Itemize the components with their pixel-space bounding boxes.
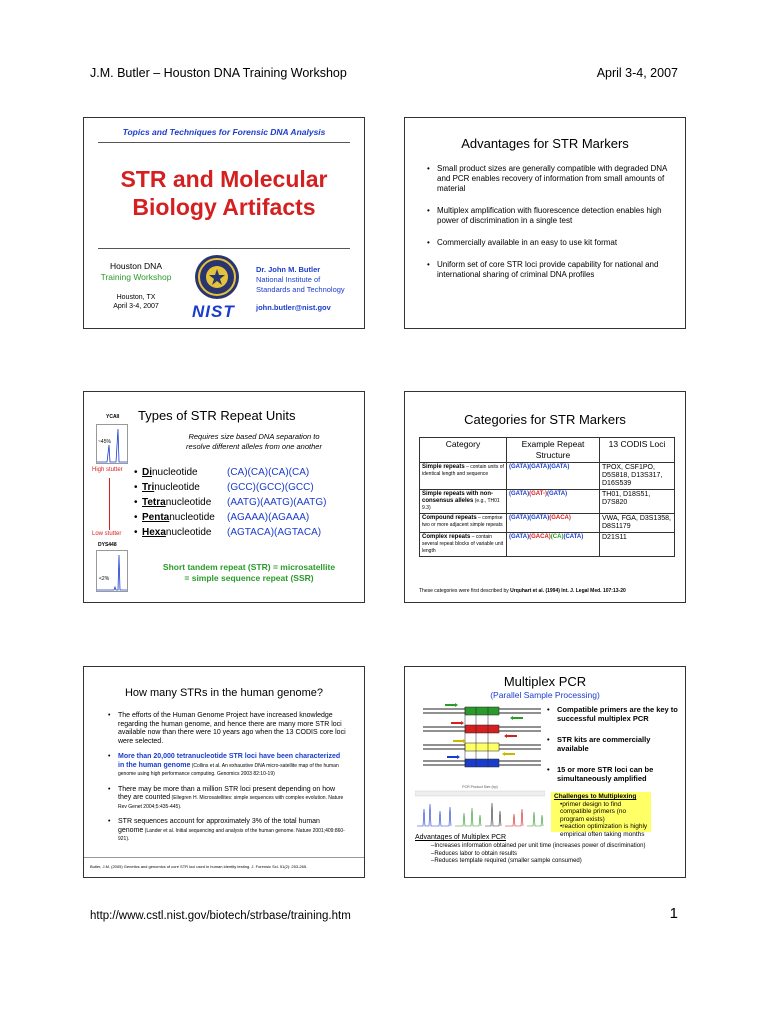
location: Houston, TX bbox=[116, 294, 156, 301]
repeat-segment: (GATA) bbox=[549, 464, 570, 470]
slide-str-count bbox=[83, 666, 365, 878]
repeat-row: • Tetranucleotide (AATG)(AATG)(AATG) bbox=[134, 497, 327, 508]
main-title-line2: Biology Artifacts bbox=[132, 194, 316, 220]
electropherogram-icon bbox=[415, 785, 545, 827]
bullet-reference: (Collins et al. An exhaustive DNA micro-satellite map of the human genome using high performance computing. Genomics 2003 82:10-19) bbox=[118, 762, 339, 777]
page-number: 1 bbox=[669, 905, 678, 922]
bullet bbox=[106, 818, 346, 844]
repeat-segment: (CATA) bbox=[563, 534, 584, 540]
main-title-line1: STR and Molecular bbox=[120, 166, 328, 192]
high-stutter-label: High stutter bbox=[92, 467, 123, 473]
advantage-item: –Reduces labor to obtain results bbox=[431, 850, 518, 857]
challenge-item: •primer design to find compatible primers (no program exists) bbox=[560, 800, 627, 823]
org-line1: Houston DNA bbox=[110, 261, 162, 271]
repeat-segment: (GACA) bbox=[529, 534, 551, 540]
slide-advantages bbox=[404, 117, 686, 329]
str-definition bbox=[144, 562, 354, 584]
repeat-segment: (GATA) bbox=[529, 515, 550, 521]
table-body bbox=[420, 463, 675, 557]
dys448-trace-icon bbox=[96, 550, 128, 592]
repeat-row: • Dinucleotide (CA)(CA)(CA)(CA) bbox=[134, 467, 310, 478]
bullet-text: There may be more than a million STR loci present depending on how they are counted bbox=[118, 785, 336, 801]
structure-cell bbox=[507, 514, 600, 533]
footer-url: http://www.cstl.nist.gov/biotech/strbase/training.htm bbox=[90, 910, 351, 922]
ycaii-label: YCAII bbox=[106, 414, 120, 420]
loci-cell: TPOX, CSF1PO, D5S818, D13S317, D16S539 bbox=[600, 463, 675, 490]
page-header-right: April 3-4, 2007 bbox=[596, 66, 678, 80]
org-block bbox=[90, 261, 182, 311]
subtitle-line2: resolve different alleles from one another bbox=[186, 442, 322, 451]
dys448-percent: <2% bbox=[99, 576, 110, 582]
category-description: – contain units of identical length and sequence bbox=[422, 464, 504, 477]
loci-cell: D21S11 bbox=[600, 533, 675, 557]
advantages-list bbox=[431, 843, 683, 866]
repeat-suffix: nucleotide bbox=[154, 482, 200, 493]
advantage-item: –Increases information obtained per unit time (increases power of discrimination) bbox=[431, 843, 646, 849]
author-email: john.butler@nist.gov bbox=[256, 303, 331, 312]
repeat-list bbox=[134, 465, 326, 540]
slide-multiplex bbox=[404, 666, 686, 878]
bullet bbox=[106, 753, 346, 779]
slide-title: Multiplex PCR bbox=[503, 674, 587, 689]
table-row bbox=[420, 490, 675, 514]
bullet: • Compatible primers are the key to successful multiplex PCR bbox=[545, 705, 681, 723]
challenge-text: reaction optimization is highly empirical often taking months bbox=[560, 823, 648, 838]
repeat-suffix: nucleotide bbox=[165, 527, 212, 538]
note-citation: Urquhart et al. (1994) Int. J. Legal Med. 107:13-20 bbox=[510, 588, 626, 594]
repeat-motif: (AGTACA)(AGTACA) bbox=[227, 527, 322, 538]
bullet-highlight: More than 20,000 tetranucleotide STR loci have been characterized in the human genome bbox=[118, 753, 341, 769]
slide-subtitle: (Parallel Sample Processing) bbox=[490, 690, 600, 700]
structure-cell bbox=[507, 490, 600, 514]
stutter-arrow bbox=[109, 478, 110, 530]
loci-cell: TH01, D18S51, D7S820 bbox=[600, 490, 675, 514]
bullet-reference: (Lander et al. Initial sequencing and analysis of the human genome. Nature 2001;409:860-921). bbox=[118, 827, 345, 842]
repeat-prefix: Hexa bbox=[142, 527, 166, 538]
repeat-row: • Hexanucleotide (AGTACA)(AGTACA) bbox=[134, 527, 322, 538]
author-name: Dr. John M. Butler bbox=[256, 265, 321, 274]
ycaii-percent: ~45% bbox=[98, 439, 111, 445]
table-row bbox=[420, 463, 675, 490]
subtitle-line1: Requires size based DNA separation to bbox=[188, 432, 320, 441]
repeat-row: • Trinucleotide (GCC)(GCC)(GCC) bbox=[134, 482, 314, 493]
slide-repeat-types bbox=[83, 391, 365, 603]
repeat-suffix: nucleotide bbox=[169, 512, 215, 523]
primer-diagram-icon bbox=[423, 703, 541, 769]
bullet: • Uniform set of core STR loci provide capability for national and international sharing of criminal DNA profiles bbox=[425, 260, 667, 280]
divider bbox=[98, 248, 350, 249]
table-row bbox=[420, 514, 675, 533]
category-name: Simple repeats with non-consensus alleles bbox=[422, 491, 494, 504]
bullet-text: STR sequences account for approximately 3% of the total human genome bbox=[118, 818, 320, 834]
repeat-segment: (GATA) bbox=[509, 534, 530, 540]
category-name: Complex repeats bbox=[422, 534, 471, 540]
police-seal-icon bbox=[194, 254, 240, 300]
repeat-prefix: Penta bbox=[142, 512, 170, 523]
table-row bbox=[420, 533, 675, 557]
advantage-item: –Reduces template required (smaller sample consumed) bbox=[431, 858, 582, 864]
org-line2: Training Workshop bbox=[100, 272, 172, 282]
repeat-motif: (GCC)(GCC)(GCC) bbox=[227, 482, 314, 493]
trace-axis-label: PCR Product Size (bp) bbox=[462, 785, 498, 789]
slide-title: How many STRs in the human genome? bbox=[124, 687, 324, 699]
slide-title: Categories for STR Markers bbox=[464, 412, 626, 427]
repeat-segment: (GATA) bbox=[509, 464, 530, 470]
repeat-motif: (AATG)(AATG)(AATG) bbox=[227, 497, 327, 508]
institution-line2: Standards and Technology bbox=[256, 285, 345, 294]
multiplex-bullets bbox=[545, 705, 681, 789]
column-header: 13 CODIS Loci bbox=[600, 438, 675, 463]
challenge-item: •reaction optimization is highly empirical often taking months bbox=[560, 823, 648, 838]
challenge-text: primer design to find compatible primers (no program exists) bbox=[560, 800, 627, 823]
table-header-row bbox=[420, 438, 675, 463]
slide-footnote: Butler, J.M. (2005) Genetics and genomics of core STR loci used in human identity testing. J. Forensic Sci. 51(2): 253-265. bbox=[90, 864, 308, 869]
advantages-list bbox=[425, 164, 667, 292]
bullet-reference: (Ellegren H. Microsatellites: simple sequences with complex evolution. Nature Rev Genet 2004;5:435-445). bbox=[118, 795, 344, 810]
institution-line1: National Institute of bbox=[256, 275, 321, 284]
category-cell bbox=[420, 490, 507, 514]
repeat-suffix: nucleotide bbox=[152, 467, 198, 478]
repeat-prefix: Tri bbox=[142, 482, 155, 493]
slide-title bbox=[83, 117, 365, 329]
slide-title: Advantages for STR Markers bbox=[461, 136, 629, 151]
divider bbox=[84, 857, 364, 858]
page-header-left: J.M. Butler – Houston DNA Training Workshop bbox=[90, 66, 347, 80]
slide-subtitle bbox=[154, 432, 354, 452]
structure-cell bbox=[507, 533, 600, 557]
challenges-box bbox=[551, 792, 651, 838]
category-description: – contain several repeat blocks of variable unit length bbox=[422, 534, 504, 554]
column-header: Example Repeat Structure bbox=[507, 438, 600, 463]
dys448-label: DYS448 bbox=[98, 542, 117, 548]
low-stutter-label: Low stutter bbox=[92, 531, 122, 537]
dates: April 3-4, 2007 bbox=[113, 303, 159, 310]
categories-table bbox=[419, 437, 675, 557]
loci-cell: VWA, FGA, D3S1358, D8S1179 bbox=[600, 514, 675, 533]
repeat-segment: (GACA) bbox=[549, 515, 571, 521]
topic-line: Topics and Techniques for Forensic DNA Analysis bbox=[122, 127, 326, 137]
nist-logo: NIST bbox=[192, 302, 235, 321]
category-description: – comprise two or more adjacent simple repeats bbox=[422, 515, 503, 528]
challenges-title: Challenges to Multiplexing bbox=[554, 793, 637, 800]
bullet bbox=[106, 786, 346, 812]
slide-title: Types of STR Repeat Units bbox=[138, 408, 296, 423]
category-description: (e.g., TH01 9.3) bbox=[422, 498, 500, 511]
repeat-prefix: Tetra bbox=[142, 497, 166, 508]
category-cell bbox=[420, 463, 507, 490]
repeat-motif: (AGAAA)(AGAAA) bbox=[227, 512, 310, 523]
bullet: • Commercially available in an easy to use kit format bbox=[425, 238, 667, 248]
category-name: Simple repeats bbox=[422, 464, 465, 470]
bullet: • The efforts of the Human Genome Project have increased knowledge regarding the human genome, and hence there are many more STR loci available now than there were 10 years ago when the 13 CODIS core loci were selected. bbox=[106, 712, 346, 746]
author-block bbox=[256, 265, 345, 313]
column-header: Category bbox=[420, 438, 507, 463]
definition-line2: = simple sequence repeat (SSR) bbox=[184, 573, 314, 583]
repeat-prefix: Di bbox=[142, 467, 152, 478]
repeat-segment: (GATA) bbox=[547, 491, 568, 497]
definition-line1: Short tandem repeat (STR) = microsatellite bbox=[162, 562, 336, 572]
main-title bbox=[84, 165, 364, 221]
repeat-segment: (GATA) bbox=[509, 491, 530, 497]
advantages-title: Advantages of Multiplex PCR bbox=[415, 834, 507, 841]
structure-cell bbox=[507, 463, 600, 490]
note-text: These categories were first described by bbox=[419, 588, 511, 594]
repeat-segment: (GAT-) bbox=[529, 491, 547, 497]
bullet: • 15 or more STR loci can be simultaneously amplified bbox=[545, 765, 681, 783]
table-note bbox=[419, 588, 677, 594]
repeat-segment: (CA) bbox=[550, 534, 564, 540]
repeat-segment: (GATA) bbox=[509, 515, 530, 521]
category-cell bbox=[420, 533, 507, 557]
category-cell bbox=[420, 514, 507, 533]
divider bbox=[98, 142, 350, 143]
bullet: • Multiplex amplification with fluorescence detection enables high power of discrimination in a single test bbox=[425, 206, 667, 226]
category-name: Compound repeats bbox=[422, 515, 477, 521]
slide-categories bbox=[404, 391, 686, 603]
bullet: • STR kits are commercially available bbox=[545, 735, 681, 753]
str-count-list bbox=[106, 712, 346, 851]
repeat-motif: (CA)(CA)(CA)(CA) bbox=[227, 467, 310, 478]
repeat-segment: (GATA) bbox=[529, 464, 550, 470]
bullet: • Small product sizes are generally compatible with degraded DNA and PCR enables recovery of information from small amounts of material bbox=[425, 164, 667, 194]
repeat-row: • Pentanucleotide (AGAAA)(AGAAA) bbox=[134, 512, 310, 523]
repeat-suffix: nucleotide bbox=[165, 497, 212, 508]
